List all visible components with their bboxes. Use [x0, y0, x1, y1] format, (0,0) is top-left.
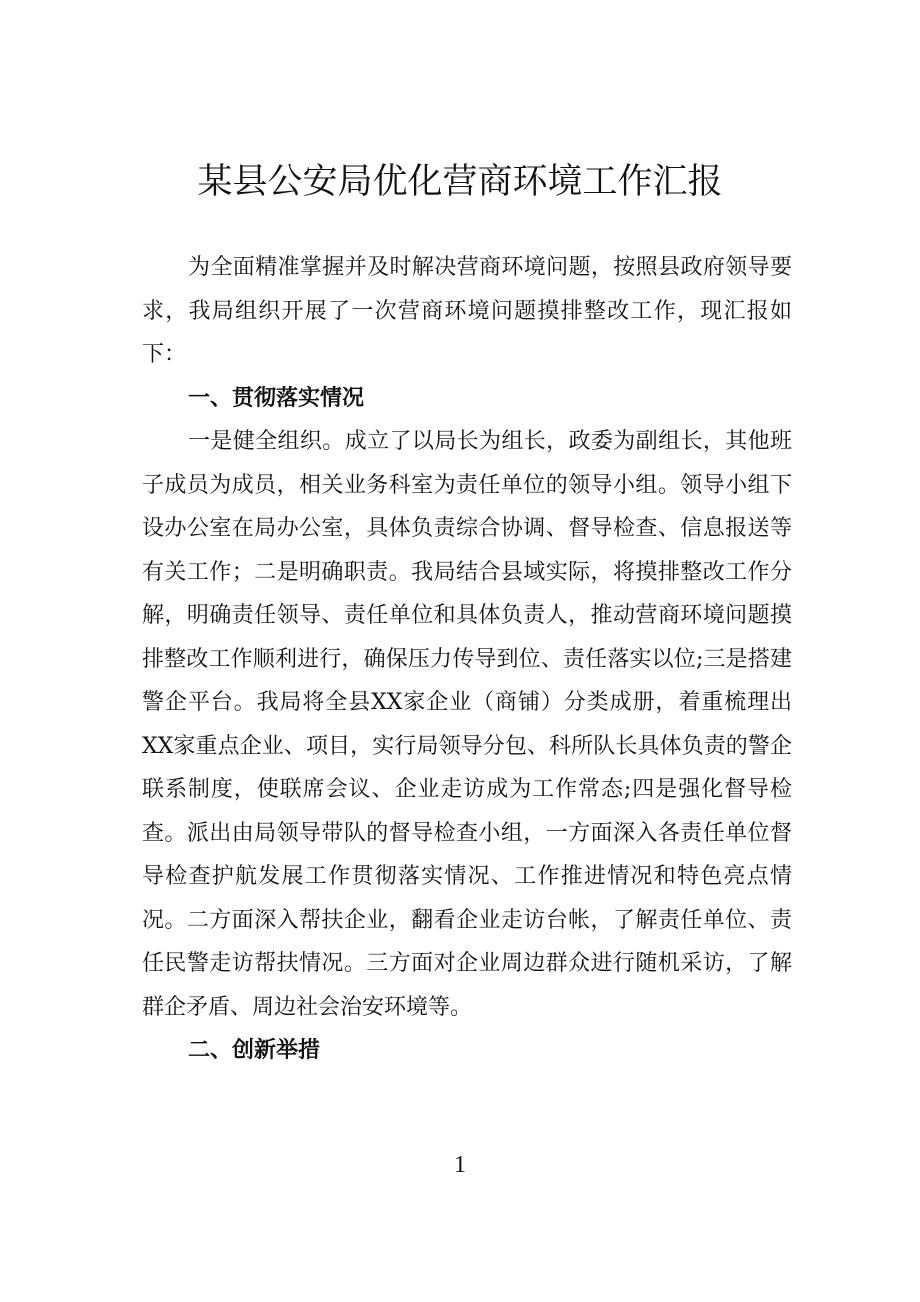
page-number: 1: [454, 1152, 466, 1178]
section-1-heading: 一、贯彻落实情况: [188, 385, 365, 411]
intro-paragraph: 为全面精准掌握并及时解决营商环境问题，按照县政府领导要求，我局组织开展了一次营商环境问题摸排整改工作，现汇报如下：: [142, 255, 792, 367]
section-1-paragraph: 一是健全组织。成立了以局长为组长，政委为副组长，其他班子成员为成员，相关业务科室为责任单位的领导小组。领导小组下设办公室在局办公室，具体负责综合协调、督导检查、信息报送等有关工作；二是明确职责。我局结合县域实际，将摸排整改工作分解，明确责任领导、责任单位和具体负责人，推动营商环境问题摸排整改工作顺利进行，确保压力传导到位、责任落实以位;三是搭建警企平台。我局将全县XX家企业（商铺）分类成册，着重梳理出XX家重点企业、项目，实行局领导分包、科所队长具体负责的警企联系制度，使联席会议、企业走访成为工作常态;四是强化督导检查。派出由局领导带队的督导检查小组，一方面深入各责任单位督导检查护航发展工作贯彻落实情况、工作推进情况和特色亮点情况。二方面深入帮扶企业，翻看企业走访台帐，了解责任单位、责任民警走访帮扶情况。三方面对企业周边群众进行随机采访，了解群企矛盾、周边社会治安环境等。: [142, 429, 792, 1020]
document-title: 某县公安局优化营商环境工作汇报: [197, 162, 723, 202]
document-body: [142, 246, 792, 1073]
section-2-heading: 二、创新举措: [188, 1038, 321, 1063]
